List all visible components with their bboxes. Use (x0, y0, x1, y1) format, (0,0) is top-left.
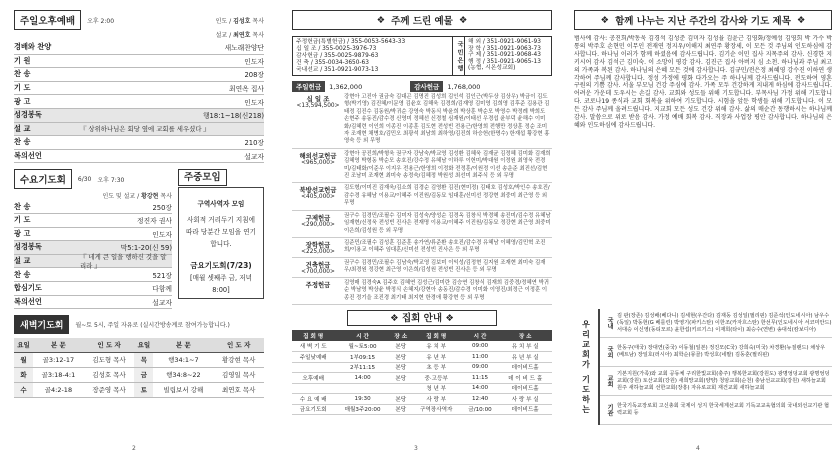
table-cell: 화 (14, 367, 33, 382)
order-label: 설 교 (14, 123, 31, 133)
bank-accounts-box (292, 36, 552, 76)
page-3 (286, 0, 558, 456)
dawn-prayer-meta: 월~토 5시, 주일 자유로 (실시간방송계로 참여가능합니다.) (75, 322, 230, 330)
table-header: 요일 (14, 338, 33, 352)
order-label: 복의선언 (14, 151, 42, 161)
weekday-meeting-title: 주중모임 (178, 169, 227, 186)
wed-order-list (14, 200, 172, 309)
table-cell (334, 383, 390, 394)
wed-leader: 인도 및 설교 / 황강현 목사 (102, 193, 172, 201)
order-label: 찬 송 (14, 201, 31, 211)
table-row (292, 383, 552, 394)
prayer-churches-list (600, 309, 832, 425)
offering-name-block (292, 240, 344, 255)
table-header: 시 간 (334, 330, 390, 341)
order-row (14, 109, 264, 123)
table-header: 인 도 자 (213, 338, 264, 352)
order-label: 찬 송 (14, 269, 31, 279)
table-cell: 행34:1~7 (153, 352, 213, 367)
table-row (292, 394, 552, 405)
order-sermon-title: 『 상위하나님은 회당 옆에 교회를 세우셨다 』 (80, 125, 210, 134)
table-cell: 청 년 부 (411, 383, 462, 394)
prayer-churches-box (574, 309, 832, 425)
account-line: 장 학 / 351-0921-9063-73 (468, 45, 541, 52)
table-cell: 수 요 예 배 (292, 394, 334, 405)
offering-amount: <700,000> (301, 268, 335, 275)
pm-leader: 인도 / 김성호 목사 (215, 17, 264, 25)
table-header: 본 문 (153, 338, 213, 352)
table-cell: 김성호 목사 (84, 367, 135, 382)
thanks-offering-label: 감사헌금 (410, 81, 443, 92)
table-cell: 매월3주20:00 (334, 404, 390, 415)
offering-name: 해외선교헌금 (299, 151, 337, 160)
offering-amount: <965,000> (301, 159, 335, 166)
table-row (14, 382, 264, 397)
table-cell: 황강현 목사 (213, 352, 264, 367)
table-cell: 사 랑 부 실 (498, 394, 552, 405)
church-entry (600, 338, 832, 367)
offering-name-block (292, 213, 344, 235)
table-cell: 새 벽 기 도 (292, 341, 334, 352)
page-number: 4 (696, 445, 700, 452)
order-label: 경배와 찬양 (14, 42, 52, 52)
table-cell: 본당 (391, 404, 411, 415)
table-row (292, 352, 552, 363)
wed-prayer-date: 6/30 (77, 175, 92, 183)
order-row (14, 95, 264, 109)
dawn-prayer-header (14, 315, 264, 334)
order-row (14, 214, 172, 228)
table-header: 시 간 (462, 330, 499, 341)
diamond-icon: ❖ (458, 14, 468, 26)
order-row (14, 150, 264, 164)
diamond-icon: ❖ (600, 14, 610, 26)
order-label: 성경봉독 (14, 242, 42, 252)
offering-entry (292, 238, 552, 258)
dawn-prayer-table (14, 338, 264, 398)
table-cell: 김도형 목사 (84, 352, 135, 367)
table-cell: 11:15 (462, 373, 499, 384)
table-cell: 본당 (391, 341, 411, 352)
table-cell: 데이비드홀 (498, 383, 552, 394)
order-label: 광 고 (14, 228, 31, 238)
table-cell: 데 이 비 드 홀 (498, 373, 552, 384)
weekday-meeting-box (178, 187, 264, 299)
order-value: 설교자 (244, 153, 264, 162)
gathering-table (292, 330, 552, 415)
thanks-prayer-text: 범사에 감사: 공진희/박동욱 김경석 김성준 김미자 김성율 김윤근 김영화/정예성 김영희 박 가수 박통의 박주호 손현민 이무인 전재연 정지우/이해지 최연주 황장세, 이 모든 것 주님의 인도하심에 감사합니다. 하나님 이러가 함께 하셨음에 감사드립니다. 김기순 이민 집사 지목주의 감사. 신경한 지키시어 감사 김석근 김미숙. 이 소망이 평강 감사. 김진근 집사 아버지 심 소천. 하나님과 주님 최고의 가족과 복된 감사. 하나님의 은혜 모든 것에 감사합니다. 김규민/전은정 최혜영 강수진 이하연 생각하여 주님께 감사합니다. 정성 가정에 평화 다가오는 주 하나님께 감사드립니다. 전도하여 영혼 구원의 기쁨 감사. 서울 부모님 건강 주심에 감사. 가족 모두 건강하게 지내게 하심에 감사드립니다. 어려운 가운데 도우시는 손길 감사. 교회와 성도들 위해 기도합니다. 부목사님 가정 위해 기도합니다. 코로나19 종식과 교회 회복을 위하여 기도합니다. 시험을 앞둔 학생들 위해 기도합니다. 이 모든 감사 주님께 올려드립니다. 지교회 모든 성도 건강 위해 감사. 삶의 매순간 동행하시는 하나님께 감사. 말씀으로 위로 받음 감사. 가정 예배 회복 감사. 직장과 사업장 평안 감사합니다. 하나님의 은혜와 인도하심에 감사드립니다. (574, 35, 832, 129)
order-value: 인도자 (244, 98, 264, 107)
table-row (14, 367, 264, 382)
order-value: 인도자 (244, 57, 264, 66)
offering-name-block (292, 185, 344, 207)
order-label: 설 교 (14, 256, 31, 266)
table-cell: 골3:18-4:1 (33, 367, 84, 382)
offering-name: 장학헌금 (305, 240, 331, 249)
order-row (14, 296, 172, 310)
table-row (14, 352, 264, 367)
table-header: 장 소 (498, 330, 552, 341)
table-cell: 데이비드홀 (498, 404, 552, 415)
account-line: 주정헌금(특별헌금) / 355-0053-5643-33 (296, 39, 406, 45)
table-cell: 2부11:15 (334, 362, 390, 373)
table-cell: 금 (134, 367, 153, 382)
offering-donors: 김도형/이미진 김재욱/김소희 김경순 김영환 김진(현미정) 김태호 김성호/박인수 송호진/감수경 유혜남 이용교/이혜주 이진원/김동묘 임대훈/신미선 정강현 최중미 최근영 등 외 무명 (344, 185, 550, 207)
wed-prayer-time: 오후 7:30 (97, 176, 125, 184)
table-header: 장 소 (391, 330, 411, 341)
table-cell: 금요기도회 (292, 404, 334, 415)
table-cell: 골3:12-17 (33, 352, 84, 367)
order-value: 행18:1~18(신218) (202, 112, 264, 121)
table-cell: 월~토5:00 (334, 341, 390, 352)
table-cell: 11:00 (462, 352, 499, 363)
accounts-right (465, 37, 551, 75)
diamond-icon: ❖ (445, 313, 454, 325)
dawn-prayer-title: 새벽기도회 (14, 315, 69, 334)
table-cell: 금/10:00 (462, 404, 499, 415)
table-cell: 골4:2-18 (33, 382, 84, 397)
church-entry-text: 기본지원(가족)와 교회 공동체 구리한빛교회(충주) 행복한교회(강원도) 광명엉덩교회 광명엉덩교회(강원) 토산교회(강원) 새희망교회(양양) 청암교회(순천) 충남선교교회(강원) 새하늘교회 원주 새하늘교회 선한교회(장흥) 자유로교회 재건교회 새하늘교회 (617, 370, 830, 391)
table-cell: 유 치 부 (411, 341, 462, 352)
offering-name: 북방선교헌금 (299, 186, 337, 195)
sunday-offering-amount: 1,362,000 (329, 82, 363, 91)
bank-name: 국 민 은 행 (453, 37, 465, 75)
table-cell: 목 (134, 352, 153, 367)
table-cell: 데이비드홀 (498, 362, 552, 373)
order-row (14, 55, 264, 69)
table-cell: 중·고등부 (411, 373, 462, 384)
table-cell: 초 등 부 (411, 362, 462, 373)
prayer-title: 함께 나누는 지난 주간의 감사와 기도 제목 (615, 16, 791, 27)
pm-order-list (14, 41, 264, 163)
page-2 (0, 0, 276, 456)
church-entry-tag: 국외 (606, 346, 613, 358)
table-cell: 본당 (391, 362, 411, 373)
friday-prayer-desc: [매월 셋째주 금, 저녁 8:00] (190, 274, 252, 295)
meeting-notice: 사회적 거리두기 지침에 따라 당분간 모임을 연기합니다. (186, 216, 256, 249)
table-cell (391, 383, 411, 394)
church-entry (600, 367, 832, 396)
table-cell: 유 년 부 (411, 352, 462, 363)
order-row (14, 41, 264, 55)
offering-name-block (292, 280, 344, 302)
order-row (14, 82, 264, 96)
order-value: 새노래찬양단 (224, 44, 264, 53)
order-value: 210장 (244, 139, 264, 148)
offering-donors: 권구수 김경민/조필수 김남숙/박교영 김보미 이익성/김정현 김지원 조재현 최미숙 김재우/최경원 정강현 최근영 이은희/김성원 전성빈 진사은 등 외 무명 (344, 259, 546, 274)
offering-title: 주께 드린 예물 (391, 16, 453, 27)
offering-entries (292, 92, 552, 305)
table-row (292, 373, 552, 384)
table-cell: 본당 (391, 352, 411, 363)
offering-donors: 강현아 고진아 권금숙 김대곤 김명진 김성희 김인석 김인근(박두상 김상우) 박금이 김도형(박기영) 김진혜/이문영 김윤호 김해욱 김경희/김재영 김미영 김희영 김후준 김용관 김태정 김진수 김동원/박귀순 강영숙 박동식 박윤희 박상훈 박순모 박영수 박정례 박희도 손현주 송동진/감수경 신영미 정혜선 신경철 심재원/이태선 우경섭 윤부덕 윤해수 이미화/김혜련 이인희 이종진 이종훈 김도현 전성빈 전용근/한영희 전행만 정상훈 정순 조미자 조재현 채병호/김민오 최광석 최남희 최하영/김진희 하승헌(한명수) 한재섭 황강현 홍영숙 등 외 무명 (344, 94, 550, 145)
table-header: 집 회 명 (292, 330, 334, 341)
order-value: 정진자 권사 (137, 217, 172, 226)
offering-entry (292, 92, 552, 149)
offering-summary (292, 81, 552, 92)
table-cell: 09:00 (462, 341, 499, 352)
order-label: 복의선언 (14, 296, 42, 306)
table-cell: 본당 (391, 394, 411, 405)
offering-donors: 김영매 김경숙A 김주호 김혜연 김성근/김미란 김승연 김창식 김재희 김중경/정혜연 박귀순 박남영 박상윤 박정식 손혜지/강현아 송동진/감수경 이미화 이영진/최정근 이정훈 이종진 정기을 조진경 최기태 최지현 한경애 황강현 등 외 무명 (344, 279, 549, 301)
order-label: 기 원 (14, 55, 31, 65)
pm-worship-time: 오후 2:00 (87, 17, 115, 25)
church-entry-tag: 교회 (606, 375, 613, 387)
table-cell: 1부09:15 (334, 352, 390, 363)
order-value: 설교자 (152, 298, 172, 307)
order-sermon-title: 『 네게 큰 일을 행하신 것을 알리라 』 (80, 253, 167, 271)
table-cell: 수 (14, 382, 33, 397)
diamond-icon: ❖ (390, 313, 399, 325)
table-row (292, 404, 552, 415)
midweek-row (14, 169, 264, 309)
offering-entry (292, 258, 552, 278)
order-label: 찬 송 (14, 137, 31, 147)
prayer-churches-label: 우리교회가 기도하는 (574, 309, 600, 425)
table-cell: 구역장사역자 (411, 404, 462, 415)
cell-leader-meeting: 구역사역자 모임 (197, 200, 245, 209)
order-row (14, 255, 172, 269)
offering-banner (292, 10, 552, 30)
page-number: 2 (132, 445, 136, 452)
order-row (14, 228, 172, 242)
order-value: 다함께 (152, 285, 172, 294)
offering-amount: <290,000> (301, 221, 335, 228)
order-label: 성경봉독 (14, 110, 42, 120)
church-entry-text: 한국기독교장로회 고신총회 국제이 성지 한국세계선교회 기독교교육협의회 국내외선교기관 협력교회 등 (617, 403, 829, 416)
order-row (14, 200, 172, 214)
order-label: 광 고 (14, 96, 31, 106)
church-entry (600, 396, 832, 425)
table-cell: 사 랑 부 (411, 394, 462, 405)
church-entry-tag: 기관 (606, 404, 613, 416)
gathering-title-box (347, 310, 497, 326)
table-cell: 토 (134, 382, 153, 397)
order-label: 기 도 (14, 215, 31, 225)
order-value: 521장 (152, 271, 172, 280)
table-cell (292, 362, 334, 373)
table-cell: 14:00 (334, 373, 390, 384)
church-entry (600, 309, 832, 338)
table-cell: 행34:8~22 (153, 367, 213, 382)
table-header: 인 도 자 (84, 338, 135, 352)
page-number: 3 (414, 445, 418, 452)
wed-prayer-title: 수요기도회 (14, 169, 72, 189)
weekday-meeting-section (178, 169, 264, 309)
order-value: 208장 (244, 71, 264, 80)
table-cell: 주일낮예배 (292, 352, 334, 363)
offering-name-block (292, 260, 344, 275)
offering-name-block (292, 151, 344, 181)
order-row (14, 282, 172, 296)
account-line: (농협, 시온성교회) (468, 65, 516, 72)
account-line: 구 제 / 351-0921-9068-43 (468, 52, 541, 59)
offering-donors: 강현아 공진희/박형욱 권구자 강남숙/박교영 김성환 김혜욱 김재균 김정혜 김미화 김재희 김혜영 박형동 박순모 송호진/강수정 유혜남 이하루 이헌미/박대원 이정원 최영욱 전경미/김태화/이준우 이지우 전용근/한영희 이정화 전정훈/이원정 이선 송운준 최진선/김현진 조남미 조재현 최미숙 송정숙/김혜정 박원성 최선미 최주식 등 외 무명 (344, 150, 551, 180)
table-cell: 12:40 (462, 394, 499, 405)
table-cell: 유 치 부 실 (498, 341, 552, 352)
offering-amount: <13,594,500> (296, 103, 340, 109)
offering-name: 십 일 조 (306, 95, 330, 103)
account-line: 십 일 조 / 355-0025-3976-73 (296, 46, 377, 52)
table-row (292, 341, 552, 352)
order-value: 250장 (152, 203, 172, 212)
account-line: 국내선교 / 351-0921-9073-13 (296, 67, 379, 73)
friday-prayer-title: 금요기도회(7/23) (190, 261, 252, 271)
diamond-icon: ❖ (796, 14, 806, 26)
table-header: 요일 (134, 338, 153, 352)
offering-amount: <225,000> (301, 248, 335, 255)
church-entry-text: 한동구(태국) 장대연(중국) 이동철(일본) 정진모(C국) 강희숙(미국) 차경환(뉴질랜드) 채상우(베트남) 장일호(러시아) 최학순(몽골) 박성호(네팔) 김동훈(필리핀) (617, 345, 826, 358)
account-line: 감사헌금 / 355-0025-9879-63 (296, 53, 379, 59)
table-cell (292, 383, 334, 394)
table-cell: 김영일 목사 (213, 367, 264, 382)
pm-worship-header (14, 10, 264, 30)
offering-entry (292, 278, 552, 305)
order-value: 막5:1-20(신 59) (120, 244, 172, 253)
table-cell: 빌립보서 강해 (153, 382, 213, 397)
order-label: 기 도 (14, 83, 31, 93)
order-row (14, 268, 172, 282)
gathering-title: 집회 안내 (401, 313, 442, 325)
account-line: 건 축 / 355-0034-3650-63 (296, 60, 369, 66)
table-cell: 월 (14, 352, 33, 367)
pm-preacher: 설교 / 최연호 목사 (215, 32, 264, 39)
sunday-offering-label: 주일헌금 (292, 81, 325, 92)
table-cell: 장준영 목사 (84, 382, 135, 397)
offering-amount: <405,000> (301, 194, 335, 201)
table-cell: 오후예배 (292, 373, 334, 384)
pm-worship-title: 주일오후예배 (14, 10, 81, 30)
order-label: 찬 송 (14, 69, 31, 79)
page-4 (566, 0, 840, 456)
account-line: 해 외 / 351-0921-9061-93 (468, 39, 541, 45)
order-value: 인도자 (152, 230, 172, 239)
table-header: 본 문 (33, 338, 84, 352)
table-cell: 09:00 (462, 362, 499, 373)
table-row (292, 362, 552, 373)
prayer-banner (574, 10, 832, 30)
table-cell: 본당 (391, 373, 411, 384)
table-cell: 최연호 목사 (213, 382, 264, 397)
order-row (14, 123, 264, 137)
offering-entry (292, 149, 552, 184)
wed-prayer-section (14, 169, 172, 309)
table-cell: 14:00 (462, 383, 499, 394)
order-row (14, 68, 264, 82)
table-cell: 유 년 부 실 (498, 352, 552, 363)
offering-name-block (292, 94, 344, 146)
offering-name: 건축헌금 (305, 260, 331, 269)
church-entry-tag: 국내 (606, 317, 613, 329)
order-row (14, 136, 264, 150)
diamond-icon: ❖ (376, 14, 386, 26)
offering-entry (292, 183, 552, 210)
order-value: 최연옥 집사 (229, 85, 264, 94)
thanks-offering-amount: 1,768,000 (447, 82, 481, 91)
church-entry-text: 김 판(장존) 김성배(베다니) 김세현(우간다) 김재동 김성일(필리핀) 김준석(인도네시아) 남우수(독일) 박동헌(G 베를린) 박영기(파키스탄) 이한조(카자흐스탄) 한선무(인도네시아 서코미안드) 서대승 이신영(동티모르) 윤한섭(키르기스) 이재희(타이) 최승수(연변) 송대석(캄보디아) (617, 312, 832, 333)
offering-donors: 김준민/조필수 김성훈 김준훈 송가연/류준환 송호진/감수경 유혜남 이혜영/김민혁 조진희/이용교 이혜주 임대훈/신미선 전성빈 진사은 등 외 무명 (344, 239, 546, 254)
accounts-left (293, 37, 453, 75)
table-cell: 19:30 (334, 394, 390, 405)
order-label: 합심기도 (14, 283, 42, 293)
offering-name: 구제헌금 (305, 213, 331, 222)
offering-name: 주정헌금 (305, 280, 331, 289)
account-line: 행 정 / 351-0921-9065-13 (468, 58, 541, 65)
offering-donors: 권구수 김경민/조필수 김미자 김성숙/양성순 김경옥 김창식 박경혜 송진미/김수정 유혜남 임재현/신정욱 전성빈 진사은 전재명 이용교/이혜주 이진원/김동묘 정강현 최근영 최중미 이은희/김성원 등 외 무명 (344, 212, 551, 234)
offering-entry (292, 211, 552, 238)
table-header: 집 회 명 (411, 330, 462, 341)
